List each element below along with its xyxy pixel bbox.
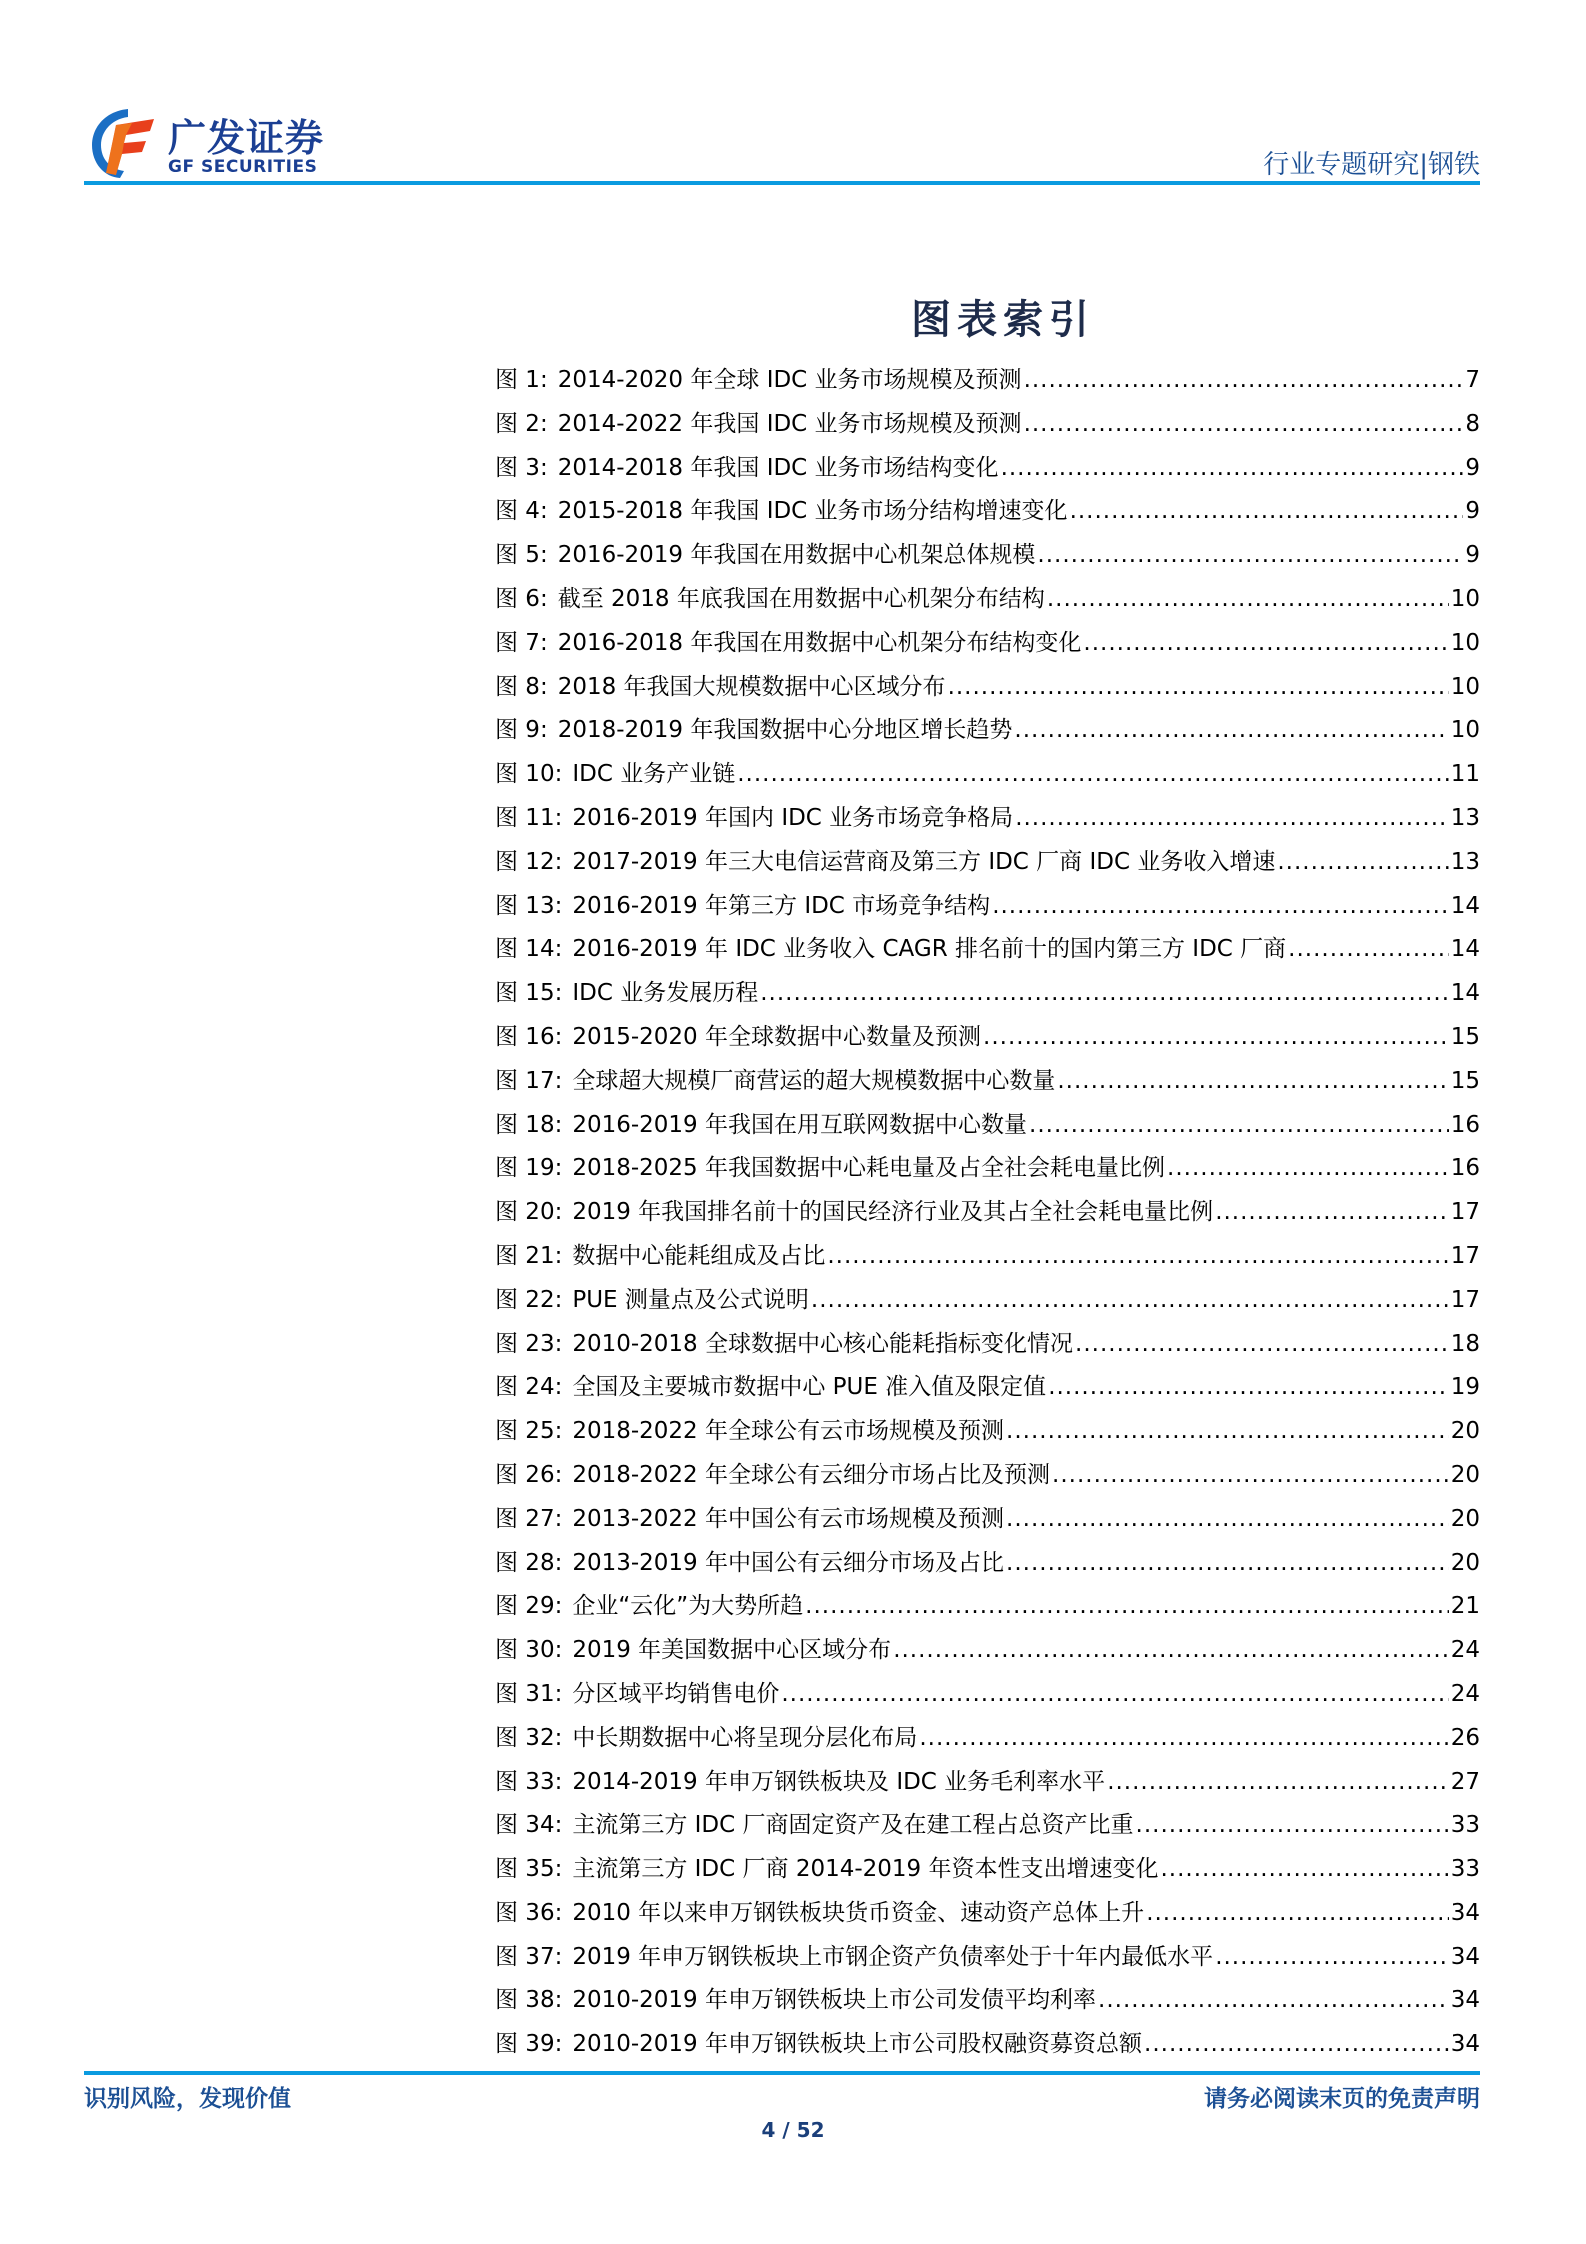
toc-entry-title: 2010-2019 年申万钢铁板块上市公司股权融资募资总额	[572, 2031, 1143, 2058]
toc-entry-label: 图 36:	[495, 1899, 563, 1926]
toc-entry-page: 7	[1465, 367, 1480, 393]
toc-entry-label: 图 26:	[495, 1461, 563, 1488]
toc-entry-title: 2013-2022 年中国公有云市场规模及预测	[572, 1505, 1005, 1532]
toc-entry-label: 图 27:	[495, 1505, 563, 1532]
toc-leader-dots	[1052, 1454, 1449, 1498]
toc-leader-dots	[1098, 1979, 1449, 2023]
toc-entry-title: 2018-2025 年我国数据中心耗电量及占全社会耗电量比例	[572, 1155, 1166, 1182]
toc-entry-label: 图 28:	[495, 1549, 563, 1576]
toc-entry-title: 2019 年申万钢铁板块上市钢企资产负债率处于十年内最低水平	[572, 1943, 1214, 1970]
toc-entry-title: 2015-2020 年全球数据中心数量及预测	[572, 1023, 982, 1050]
page-title: 图表索引	[911, 296, 1095, 343]
toc-entry-page: 34	[1450, 1943, 1480, 1970]
toc-entry-page: 34	[1450, 2031, 1480, 2058]
toc-entry-title: 2014-2022 年我国 IDC 业务市场规模及预测	[557, 410, 1022, 437]
toc-entry-title: 2016-2019 年我国在用互联网数据中心数量	[572, 1111, 1028, 1138]
toc-entry[interactable]	[495, 1454, 1480, 1498]
toc-entry-title: 2010-2019 年申万钢铁板块上市公司发债平均利率	[572, 1987, 1097, 2014]
toc-entry-title: 2014-2020 年全球 IDC 业务市场规模及预测	[557, 367, 1022, 393]
toc-entry-title: 2019 年美国数据中心区域分布	[572, 1637, 892, 1664]
toc-entry[interactable]	[495, 1366, 1480, 1410]
toc-entry-title: 中长期数据中心将呈现分层化布局	[572, 1724, 918, 1751]
toc-entry-label: 图 9:	[495, 717, 548, 744]
toc-entry-label: 图 34:	[495, 1812, 563, 1839]
toc-entry-title: 2018-2022 年全球公有云市场规模及预测	[572, 1418, 1005, 1445]
toc-entry-label: 图 21:	[495, 1242, 563, 1269]
toc-leader-dots	[1161, 1848, 1449, 1892]
toc-leader-dots	[760, 972, 1449, 1016]
footer-disclaimer-note: 请务必阅读末页的免责声明	[1204, 2086, 1480, 2112]
toc-entry-page: 17	[1450, 1286, 1480, 1313]
toc-entry[interactable]	[495, 1016, 1480, 1060]
toc-entry-label: 图 22:	[495, 1286, 563, 1313]
toc-entry-label: 图 31:	[495, 1680, 563, 1707]
toc-entry-page: 27	[1450, 1768, 1480, 1795]
toc-entry-label: 图 32:	[495, 1724, 563, 1751]
toc-leader-dots	[1136, 1804, 1449, 1848]
toc-entry[interactable]	[495, 1279, 1480, 1323]
toc-leader-dots	[1167, 1147, 1449, 1191]
toc-entry[interactable]	[495, 1323, 1480, 1367]
toc-entry[interactable]	[495, 1629, 1480, 1673]
toc-entry[interactable]	[495, 1542, 1480, 1586]
toc-entry-page: 20	[1450, 1505, 1480, 1532]
toc-entry-label: 图 18:	[495, 1111, 563, 1138]
toc-entry-page: 10	[1450, 585, 1480, 612]
toc-entry[interactable]	[495, 1936, 1480, 1980]
toc-entry[interactable]	[495, 1848, 1480, 1892]
toc-entry[interactable]	[495, 1191, 1480, 1235]
toc-entry-page: 13	[1450, 848, 1480, 875]
toc-leader-dots	[948, 666, 1449, 710]
toc-leader-dots	[811, 1279, 1449, 1323]
toc-entry-label: 图 10:	[495, 761, 563, 788]
toc-entry-label: 图 20:	[495, 1199, 563, 1226]
toc-entry[interactable]	[495, 928, 1480, 972]
toc-entry-page: 15	[1450, 1067, 1480, 1094]
toc-leader-dots	[1048, 1366, 1449, 1410]
toc-entry-title: 数据中心能耗组成及占比	[572, 1242, 826, 1269]
toc-entry[interactable]	[495, 534, 1480, 578]
toc-entry-page: 14	[1450, 980, 1480, 1007]
toc-leader-dots	[1075, 1323, 1449, 1367]
logo-chinese-name: 广发证券	[168, 116, 325, 160]
toc-entry-label: 图 23:	[495, 1330, 563, 1357]
toc-entry-title: PUE 测量点及公式说明	[572, 1286, 809, 1313]
toc-entry-label: 图 1:	[495, 367, 548, 393]
toc-entry-page: 14	[1450, 892, 1480, 919]
footer-divider	[84, 2071, 1480, 2075]
toc-leader-dots	[919, 1717, 1448, 1761]
toc-entry[interactable]	[495, 1717, 1480, 1761]
toc-entry-title: 全球超大规模厂商营运的超大规模数据中心数量	[572, 1067, 1056, 1094]
toc-entry[interactable]	[495, 1104, 1480, 1148]
toc-entry-label: 图 17:	[495, 1067, 563, 1094]
toc-entry[interactable]	[495, 622, 1480, 666]
figure-index-list	[495, 359, 1480, 2067]
toc-entry[interactable]	[495, 666, 1480, 710]
toc-entry-label: 图 24:	[495, 1374, 563, 1401]
toc-entry-page: 9	[1465, 454, 1480, 481]
toc-leader-dots	[1014, 709, 1448, 753]
toc-leader-dots	[1029, 1104, 1449, 1148]
toc-entry-title: 主流第三方 IDC 厂商固定资产及在建工程占总资产比重	[572, 1812, 1134, 1839]
toc-entry-label: 图 5:	[495, 542, 548, 569]
toc-leader-dots	[992, 885, 1449, 929]
toc-entry-page: 17	[1450, 1199, 1480, 1226]
toc-entry-label: 图 3:	[495, 454, 548, 481]
toc-leader-dots	[1215, 1936, 1449, 1980]
toc-entry[interactable]	[495, 797, 1480, 841]
toc-entry-title: 2015-2018 年我国 IDC 业务市场分结构增速变化	[557, 498, 1068, 525]
toc-entry-label: 图 8:	[495, 673, 548, 700]
toc-entry-page: 15	[1450, 1023, 1480, 1050]
toc-leader-dots	[737, 753, 1449, 797]
toc-entry-title: 全国及主要城市数据中心 PUE 准入值及限定值	[572, 1374, 1047, 1401]
toc-entry-page: 21	[1450, 1593, 1480, 1620]
toc-entry-page: 24	[1450, 1680, 1480, 1707]
toc-entry[interactable]	[495, 1060, 1480, 1104]
toc-entry-page: 34	[1450, 1987, 1480, 2014]
gf-logo-icon	[88, 105, 158, 180]
toc-leader-dots	[1006, 1410, 1449, 1454]
toc-leader-dots	[1024, 403, 1464, 447]
toc-entry[interactable]	[495, 359, 1480, 403]
logo-english-name: GF SECURITIES	[168, 157, 318, 177]
toc-entry-page: 24	[1450, 1637, 1480, 1664]
toc-leader-dots	[827, 1235, 1448, 1279]
toc-entry-label: 图 11:	[495, 804, 563, 831]
toc-entry[interactable]	[495, 972, 1480, 1016]
toc-entry-label: 图 25:	[495, 1418, 563, 1445]
toc-entry-page: 10	[1450, 673, 1480, 700]
toc-entry-page: 9	[1465, 498, 1480, 525]
toc-entry[interactable]	[495, 1585, 1480, 1629]
toc-entry-label: 图 6:	[495, 585, 548, 612]
toc-entry[interactable]	[495, 1147, 1480, 1191]
toc-entry-page: 18	[1450, 1330, 1480, 1357]
toc-entry-title: 2017-2019 年三大电信运营商及第三方 IDC 厂商 IDC 业务收入增速	[572, 848, 1276, 875]
toc-entry-label: 图 39:	[495, 2031, 563, 2058]
toc-entry-page: 16	[1450, 1111, 1480, 1138]
toc-entry-page: 20	[1450, 1418, 1480, 1445]
toc-entry-page: 19	[1450, 1374, 1480, 1401]
toc-entry-title: 2014-2018 年我国 IDC 业务市场结构变化	[557, 454, 999, 481]
toc-entry-page: 33	[1450, 1812, 1480, 1839]
header-divider	[84, 181, 1480, 185]
toc-entry[interactable]	[495, 1498, 1480, 1542]
page-number: 4 / 52	[761, 2118, 825, 2142]
toc-leader-dots	[1006, 1542, 1449, 1586]
toc-entry-page: 13	[1450, 804, 1480, 831]
toc-entry-page: 33	[1450, 1856, 1480, 1883]
toc-leader-dots	[1146, 1892, 1449, 1936]
toc-entry[interactable]	[495, 1979, 1480, 2023]
toc-leader-dots	[1144, 2023, 1449, 2067]
toc-entry-title: 主流第三方 IDC 厂商 2014-2019 年资本性支出增速变化	[572, 1856, 1159, 1883]
toc-entry[interactable]	[495, 1673, 1480, 1717]
toc-entry-title: 2016-2019 年 IDC 业务收入 CAGR 排名前十的国内第三方 IDC 厂商	[572, 936, 1287, 963]
company-logo	[88, 105, 338, 180]
toc-entry-title: 2016-2019 年我国在用数据中心机架总体规模	[557, 542, 1036, 569]
toc-leader-dots	[1288, 928, 1449, 972]
toc-entry-label: 图 13:	[495, 892, 563, 919]
toc-leader-dots	[1277, 841, 1448, 885]
toc-entry-label: 图 12:	[495, 848, 563, 875]
toc-entry-page: 16	[1450, 1155, 1480, 1182]
toc-entry[interactable]	[495, 1235, 1480, 1279]
toc-entry[interactable]	[495, 490, 1480, 534]
toc-entry-title: 2016-2019 年国内 IDC 业务市场竞争格局	[572, 804, 1014, 831]
toc-entry-label: 图 37:	[495, 1943, 563, 1970]
toc-entry-label: 图 14:	[495, 936, 563, 963]
toc-entry-title: 2016-2018 年我国在用数据中心机架分布结构变化	[557, 629, 1082, 656]
toc-leader-dots	[1001, 447, 1464, 491]
toc-entry-label: 图 19:	[495, 1155, 563, 1182]
toc-leader-dots	[805, 1585, 1449, 1629]
toc-entry-page: 26	[1450, 1724, 1480, 1751]
toc-entry-title: 2019 年我国排名前十的国民经济行业及其占全社会耗电量比例	[572, 1199, 1214, 1226]
toc-entry[interactable]	[495, 709, 1480, 753]
toc-entry-title: 2018-2019 年我国数据中心分地区增长趋势	[557, 717, 1013, 744]
toc-entry-title: 2010 年以来申万钢铁板块货币资金、速动资产总体上升	[572, 1899, 1145, 1926]
toc-entry-title: 2018-2022 年全球公有云细分市场占比及预测	[572, 1461, 1051, 1488]
footer-slogan: 识别风险，发现价值	[84, 2086, 291, 2112]
toc-entry-title: 截至 2018 年底我国在用数据中心机架分布结构	[557, 585, 1045, 612]
toc-leader-dots	[1083, 622, 1448, 666]
toc-entry-label: 图 16:	[495, 1023, 563, 1050]
toc-entry-page: 20	[1450, 1461, 1480, 1488]
toc-entry-title: 2014-2019 年申万钢铁板块及 IDC 业务毛利率水平	[572, 1768, 1106, 1795]
toc-entry-page: 9	[1465, 542, 1480, 569]
toc-leader-dots	[1107, 1761, 1449, 1805]
toc-leader-dots	[983, 1016, 1449, 1060]
toc-entry-title: 2010-2018 全球数据中心核心能耗指标变化情况	[572, 1330, 1074, 1357]
toc-entry-page: 8	[1465, 410, 1480, 437]
toc-entry[interactable]	[495, 1892, 1480, 1936]
toc-leader-dots	[1070, 490, 1464, 534]
toc-leader-dots	[1215, 1191, 1449, 1235]
toc-leader-dots	[1057, 1060, 1448, 1104]
toc-leader-dots	[1024, 359, 1464, 403]
toc-entry-page: 10	[1450, 717, 1480, 744]
toc-entry-page: 34	[1450, 1899, 1480, 1926]
report-category: 行业专题研究|钢铁	[1263, 150, 1480, 180]
toc-entry-page: 10	[1450, 629, 1480, 656]
toc-entry-label: 图 4:	[495, 498, 548, 525]
toc-entry-label: 图 35:	[495, 1856, 563, 1883]
toc-entry-title: IDC 业务发展历程	[572, 980, 759, 1007]
toc-entry-page: 20	[1450, 1549, 1480, 1576]
toc-entry[interactable]	[495, 753, 1480, 797]
toc-entry[interactable]	[495, 1761, 1480, 1805]
toc-entry-label: 图 33:	[495, 1768, 563, 1795]
toc-leader-dots	[1037, 534, 1463, 578]
toc-entry[interactable]	[495, 403, 1480, 447]
toc-entry-title: 2013-2019 年中国公有云细分市场及占比	[572, 1549, 1005, 1576]
toc-entry-page: 17	[1450, 1242, 1480, 1269]
toc-entry[interactable]	[495, 885, 1480, 929]
toc-leader-dots	[1047, 578, 1449, 622]
toc-entry[interactable]	[495, 1410, 1480, 1454]
toc-leader-dots	[1015, 797, 1449, 841]
toc-entry-title: IDC 业务产业链	[572, 761, 736, 788]
toc-entry-title: 2016-2019 年第三方 IDC 市场竞争结构	[572, 892, 991, 919]
toc-entry[interactable]	[495, 1804, 1480, 1848]
toc-entry-label: 图 38:	[495, 1987, 563, 2014]
toc-entry-label: 图 2:	[495, 410, 548, 437]
toc-entry[interactable]	[495, 841, 1480, 885]
toc-entry[interactable]	[495, 578, 1480, 622]
toc-entry[interactable]	[495, 447, 1480, 491]
toc-entry-title: 分区域平均销售电价	[572, 1680, 780, 1707]
toc-leader-dots	[1006, 1498, 1449, 1542]
toc-entry-label: 图 15:	[495, 980, 563, 1007]
toc-entry-page: 11	[1450, 761, 1480, 788]
toc-entry-label: 图 29:	[495, 1593, 563, 1620]
toc-entry-title: 企业“云化”为大势所趋	[572, 1593, 804, 1620]
toc-leader-dots	[893, 1629, 1449, 1673]
toc-entry-label: 图 7:	[495, 629, 548, 656]
toc-entry-title: 2018 年我国大规模数据中心区域分布	[557, 673, 946, 700]
toc-entry-page: 14	[1450, 936, 1480, 963]
toc-leader-dots	[781, 1673, 1448, 1717]
toc-entry[interactable]	[495, 2023, 1480, 2067]
toc-entry-label: 图 30:	[495, 1637, 563, 1664]
